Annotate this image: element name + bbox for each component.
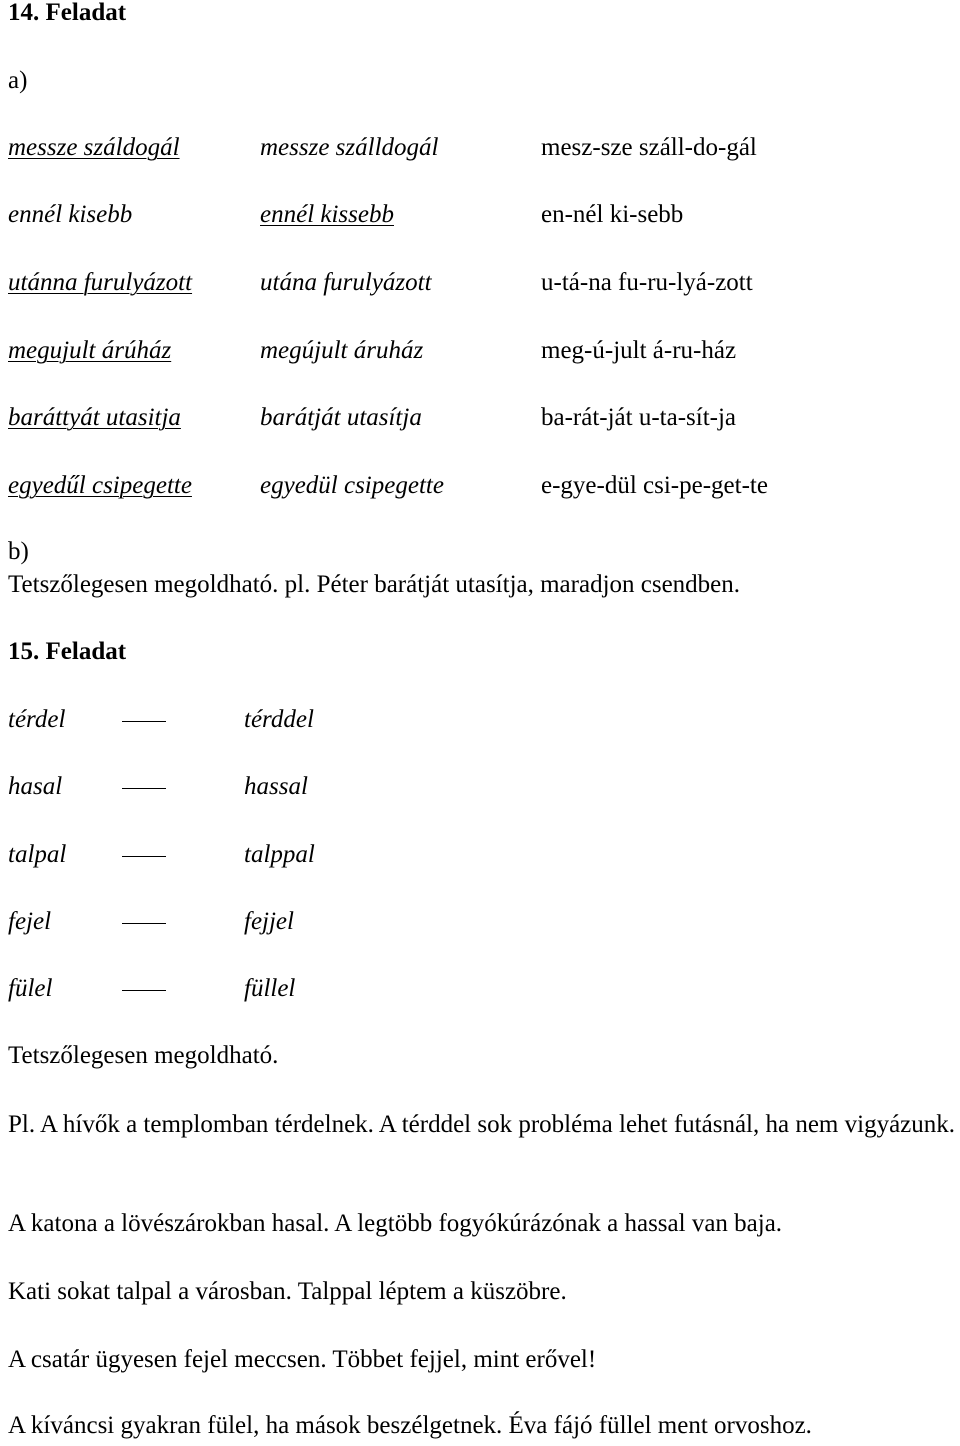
instrumental-form: talppal — [244, 841, 315, 868]
syllabification: en-nél ki-sebb — [541, 201, 684, 228]
part-a-label: a) — [8, 67, 28, 94]
syllabification: ba-rát-ját u-ta-sít-ja — [541, 404, 737, 431]
part-b-answer: Tetszőlegesen megoldható. pl. Péter barátját utasítja, maradjon csendben. — [8, 571, 741, 598]
correct-spelling: megújult áruház — [260, 337, 424, 364]
wrong-spelling: ennél kisebb — [8, 201, 133, 228]
part-b-label: b) — [8, 538, 29, 565]
correct-spelling: egyedül csipegette — [260, 472, 444, 499]
verb-form: fülel — [8, 975, 53, 1002]
wrong-spelling: egyedűl csipegette — [8, 472, 192, 499]
verb-form: hasal — [8, 773, 63, 800]
verb-form: talpal — [8, 841, 67, 868]
dash-separator — [122, 990, 166, 991]
correct-spelling: ennél kissebb — [260, 201, 394, 228]
dash-separator — [122, 923, 166, 924]
example-paragraph: A csatár ügyesen fejel meccsen. Többet fejjel, mint erővel! — [8, 1346, 597, 1373]
wrong-spelling: messze száldogál — [8, 134, 180, 161]
dash-separator — [122, 856, 166, 857]
syllabification: u-tá-na fu-ru-lyá-zott — [541, 269, 753, 296]
instrumental-form: térddel — [244, 706, 314, 733]
dash-separator — [122, 788, 166, 789]
task-15-note: Tetszőlegesen megoldható. — [8, 1042, 279, 1069]
task-15-title: 15. Feladat — [8, 638, 127, 665]
task-14-title: 14. Feladat — [8, 0, 127, 26]
correct-spelling: utána furulyázott — [260, 269, 432, 296]
verb-form: térdel — [8, 706, 66, 733]
syllabification: e-gye-dül csi-pe-get-te — [541, 472, 768, 499]
correct-spelling: barátját utasítja — [260, 404, 422, 431]
instrumental-form: füllel — [244, 975, 296, 1002]
wrong-spelling: utánna furulyázott — [8, 269, 193, 296]
wrong-spelling: baráttyát utasitja — [8, 404, 181, 431]
correct-spelling: messze szálldogál — [260, 134, 439, 161]
syllabification: mesz-sze száll-do-gál — [541, 134, 757, 161]
example-paragraph: Kati sokat talpal a városban. Talppal léptem a küszöbre. — [8, 1278, 567, 1305]
instrumental-form: fejjel — [244, 908, 294, 935]
instrumental-form: hassal — [244, 773, 308, 800]
example-paragraph: A katona a lövészárokban hasal. A legtöbb fogyókúrázónak a hassal van baja. — [8, 1210, 783, 1237]
example-paragraph: Pl. A hívők a templomban térdelnek. A térddel sok probléma lehet futásnál, ha nem vigyázunk. — [8, 1111, 956, 1138]
syllabification: meg-ú-jult á-ru-ház — [541, 337, 737, 364]
verb-form: fejel — [8, 908, 52, 935]
dash-separator — [122, 721, 166, 722]
wrong-spelling: megujult árúház — [8, 337, 172, 364]
example-paragraph: A kíváncsi gyakran fülel, ha mások beszélgetnek. Éva fájó füllel ment orvoshoz. — [8, 1412, 812, 1439]
